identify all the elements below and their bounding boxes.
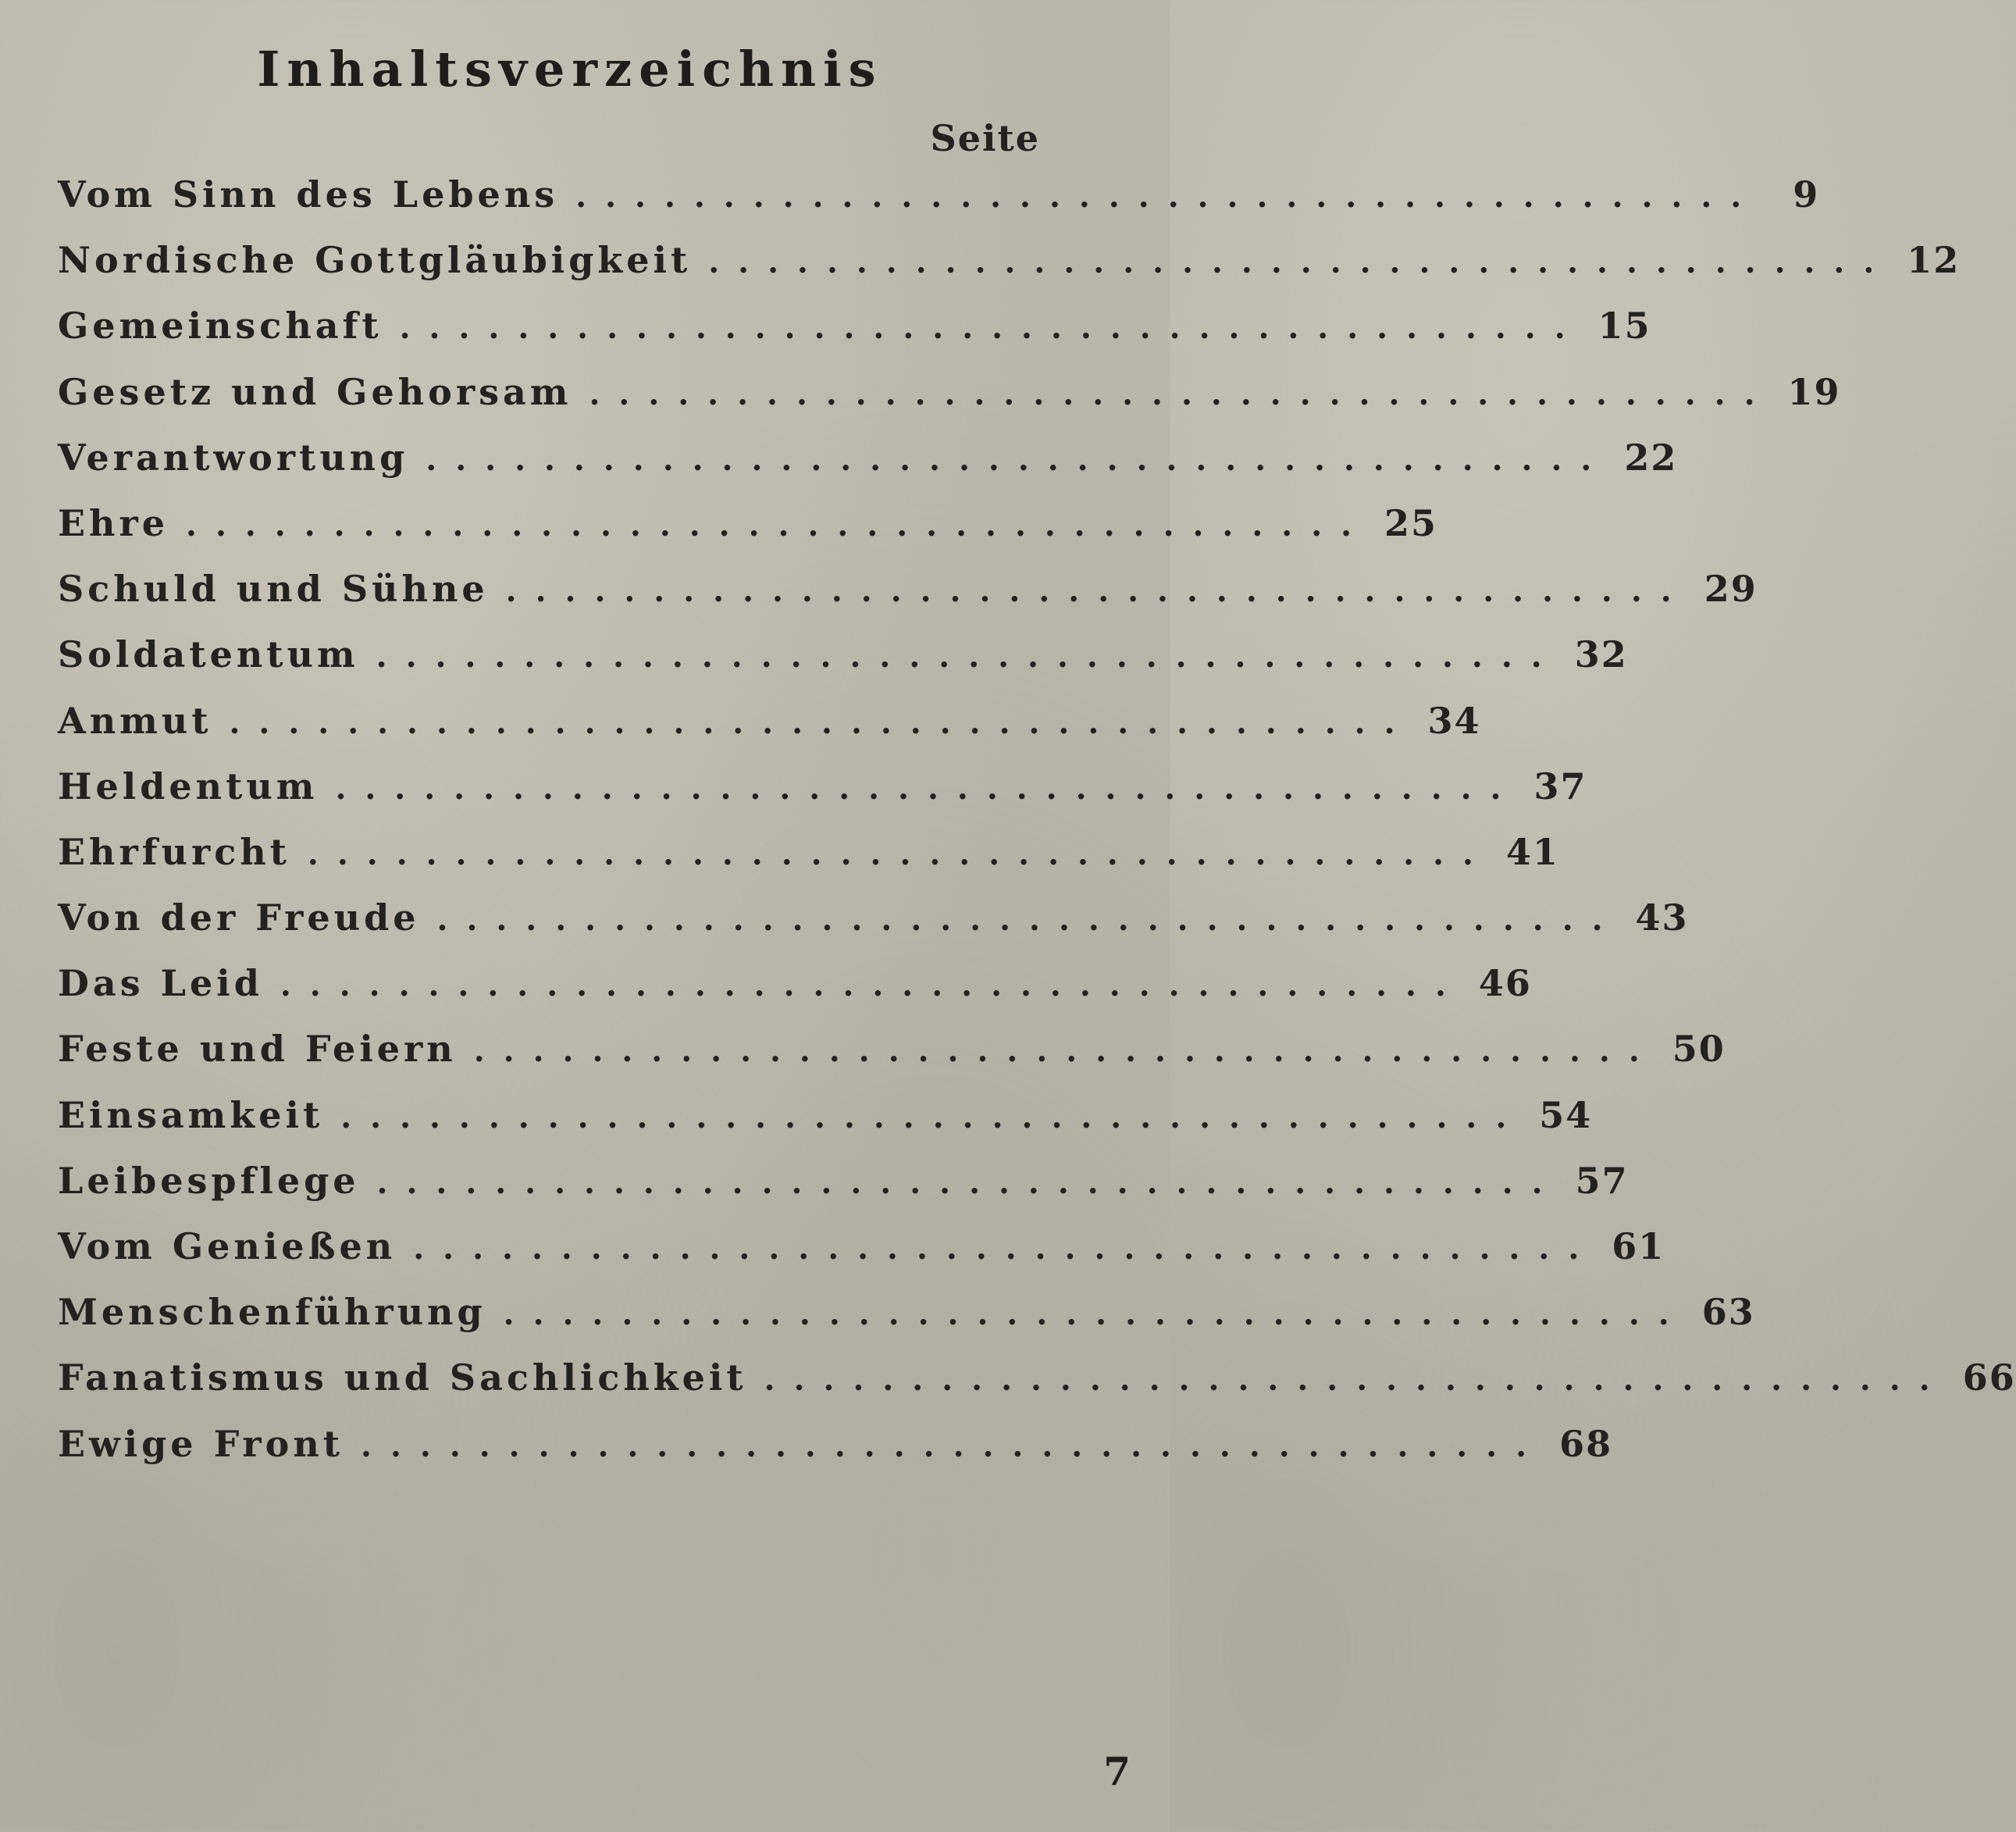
toc-entry [58, 633, 1628, 699]
toc-leader-dots: ........................................ [340, 1098, 1526, 1135]
toc-leader-dots: ........................................ [505, 572, 1690, 610]
toc-entry-title: Vom Sinn des Lebens [58, 173, 559, 216]
toc-entry [58, 1159, 1629, 1225]
toc-entry-title: Ehrfurcht [58, 830, 290, 873]
toc-entry [58, 1225, 1665, 1291]
toc-entry-page: 46 [1478, 962, 1532, 1005]
toc-entry [58, 568, 1758, 633]
toc-entry-page: 19 [1787, 370, 1841, 413]
toc-entry-title: Ewige Front [58, 1422, 344, 1465]
toc-entry-title: Gesetz und Gehorsam [58, 370, 572, 413]
toc-entry [58, 1422, 1613, 1488]
toc-entry-page: 66 [1962, 1356, 2016, 1399]
toc-entry-title: Menschenführung [58, 1291, 486, 1334]
toc-entry-title: Fanatismus und Sachlichkeit [58, 1356, 747, 1399]
toc-entry [58, 173, 1820, 239]
toc-leader-dots: ........................................ [376, 1164, 1562, 1201]
toc-entry [58, 370, 1841, 437]
toc-leader-dots: ........................................ [307, 835, 1492, 872]
toc-leader-dots: ........................................ [575, 178, 1761, 215]
toc-leader-dots: ........................................ [335, 769, 1520, 807]
toc-entry-title: Heldentum [58, 765, 319, 807]
toc-entry-title: Nordische Gottgläubigkeit [58, 239, 692, 282]
toc-leader-dots: ........................................ [764, 1361, 1949, 1399]
toc-leader-dots: ........................................ [413, 1230, 1598, 1267]
toc-entry-page: 41 [1505, 830, 1559, 873]
toc-entry-page: 15 [1597, 305, 1651, 348]
toc-entry-page: 43 [1635, 896, 1689, 939]
toc-entry [58, 830, 1559, 896]
toc-entry-title: Feste und Feiern [58, 1028, 457, 1071]
toc-entry-page: 63 [1701, 1291, 1755, 1334]
toc-leader-dots: ........................................ [708, 244, 1893, 281]
toc-entry-title: Soldatentum [58, 633, 359, 676]
toc-entry-title: Leibespflege [58, 1159, 360, 1202]
toc-entry-title: Verantwortung [58, 436, 409, 479]
toc-entry-page: 50 [1672, 1028, 1726, 1071]
toc-entry [58, 501, 1438, 568]
toc-leader-dots: ........................................ [186, 506, 1371, 544]
toc-leader-dots: ........................................ [280, 967, 1465, 1004]
toc-entry [58, 896, 1689, 962]
page-number: 7 [1103, 1748, 1131, 1795]
toc-entry-title: Gemeinschaft [58, 305, 383, 348]
toc-entry-page: 29 [1704, 568, 1758, 611]
page-title: Inhaltsverzeichnis [257, 41, 883, 98]
toc-entry [58, 765, 1587, 831]
toc-leader-dots: ........................................ [473, 1032, 1658, 1070]
toc-entry-page: 37 [1533, 765, 1587, 807]
toc-entry-title: Einsamkeit [58, 1093, 324, 1136]
toc-leader-dots: ........................................ [589, 375, 1774, 412]
toc-entry [58, 699, 1481, 765]
toc-entry-title: Schuld und Sühne [58, 568, 489, 611]
toc-leader-dots: ........................................ [229, 704, 1414, 741]
toc-entry-page: 25 [1384, 501, 1438, 544]
toc-entry-title: Ehre [58, 501, 169, 544]
toc-entry-page: 12 [1907, 239, 1961, 282]
toc-entry [58, 305, 1651, 370]
toc-entry [58, 1093, 1593, 1160]
toc-entry [58, 1356, 2016, 1422]
toc-leader-dots: ........................................ [503, 1296, 1688, 1333]
toc-entry-title: Von der Freude [58, 896, 420, 939]
toc-entry-page: 68 [1559, 1422, 1613, 1465]
toc-entry [58, 1291, 1755, 1356]
toc-entry-page: 34 [1427, 699, 1481, 742]
toc-leader-dots: ........................................ [436, 901, 1622, 939]
toc-entry-page: 61 [1612, 1225, 1665, 1267]
toc-entry-title: Vom Genießen [58, 1225, 397, 1267]
toc-leader-dots: ........................................ [399, 309, 1584, 347]
toc-entry-page: 22 [1624, 436, 1678, 479]
toc-entry-title: Das Leid [58, 962, 263, 1005]
toc-entry-page: 54 [1539, 1093, 1593, 1136]
toc-entry-page: 9 [1793, 173, 1820, 216]
toc-leader-dots: ........................................ [361, 1427, 1546, 1464]
toc-entry-page: 32 [1574, 633, 1628, 676]
table-of-contents [58, 173, 2016, 1488]
toc-entry [58, 436, 1678, 502]
page-column-header: Seite [930, 117, 1040, 159]
toc-entry [58, 962, 1532, 1028]
toc-leader-dots: ........................................ [376, 638, 1561, 675]
toc-leader-dots: ........................................ [426, 440, 1611, 478]
toc-entry [58, 1028, 1726, 1093]
toc-entry-title: Anmut [58, 699, 212, 742]
toc-entry-page: 57 [1575, 1159, 1629, 1202]
toc-entry [58, 239, 1961, 305]
